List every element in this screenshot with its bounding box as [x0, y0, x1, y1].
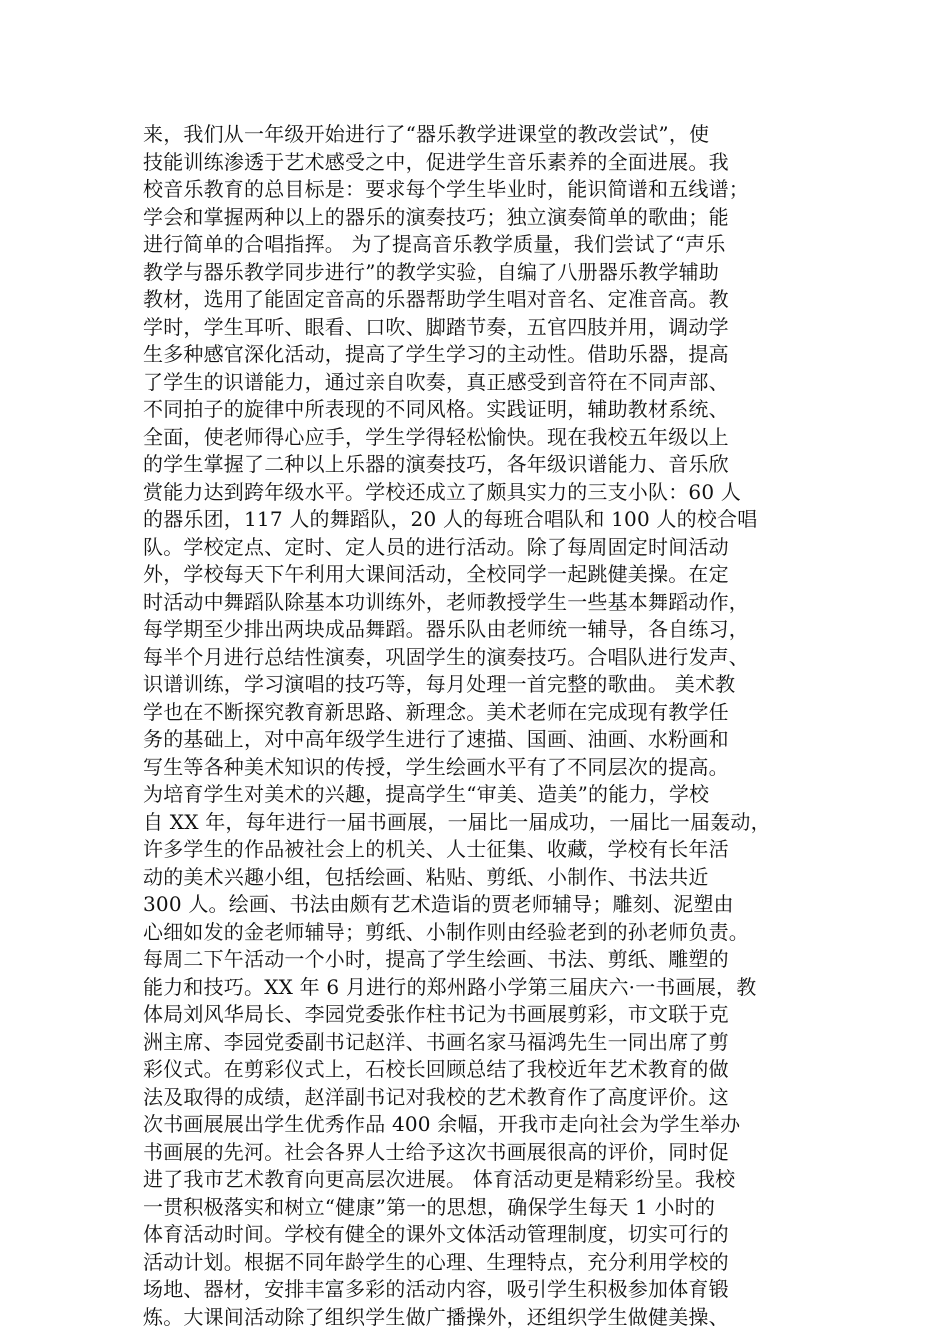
text-line: 不同拍子的旋律中所表现的不同风格。实践证明，辅助教材系统、	[143, 397, 729, 421]
text-line: 校音乐教育的总目标是：要求每个学生毕业时，能识简谱和五线谱；	[143, 177, 749, 201]
text-line: 每学期至少排出两块成品舞蹈。器乐队由老师统一辅导，各自练习，	[143, 617, 749, 641]
text-line: 为培育学生对美术的兴趣，提高学生“审美、造美”的能力，学校	[143, 782, 710, 806]
text-line: 时活动中舞蹈队除基本功训练外，老师教授学生一些基本舞蹈动作，	[143, 589, 749, 614]
text-line: 来，我们从一年级开始进行了“器乐教学进课堂的教改尝试”，使	[143, 122, 710, 146]
text-line: 法及取得的成绩，赵洋副书记对我校的艺术教育作了高度评价。这	[143, 1084, 729, 1109]
text-line: 学时，学生耳听、眼看、口吹、脚踏节奏，五官四肢并用，调动学	[143, 314, 729, 339]
text-line: 体育活动时间。学校有健全的课外文体活动管理制度，切实可行的	[143, 1222, 729, 1246]
text-line: 教学与器乐教学同步进行”的教学实验，自编了八册器乐教学辅助	[143, 259, 720, 284]
text-line: 洲主席、李园党委副书记赵洋、书画名家马福鸿先生一同出席了剪	[143, 1029, 729, 1054]
text-line: 的器乐团，117 人的舞蹈队，20 人的每班合唱队和 100 人的校合唱	[143, 507, 758, 531]
text-line: 体局刘风华局长、李园党委张作柱书记为书画展剪彩，市文联于克	[143, 1002, 729, 1026]
text-line: 教材，选用了能固定音高的乐器帮助学生唱对音名、定准音高。教	[143, 287, 729, 311]
text-line: 进行简单的合唱指挥。 为了提高音乐教学质量，我们尝试了“声乐	[143, 232, 726, 256]
text-line: 动的美术兴趣小组，包括绘画、粘贴、剪纸、小制作、书法共近	[143, 864, 709, 889]
text-line: 全面，使老师得心应手，学生学得轻松愉快。现在我校五年级以上	[143, 424, 729, 449]
text-line: 场地、器材，安排丰富多彩的活动内容，吸引学生积极参加体育锻	[143, 1277, 729, 1301]
text-line: 队。学校定点、定时、定人员的进行活动。除了每周固定时间活动	[143, 534, 729, 559]
body-paragraph	[143, 121, 813, 1331]
text-line: 炼。大课间活动除了组织学生做广播操外，还组织学生做健美操、	[143, 1304, 729, 1329]
text-line: 务的基础上，对中高年级学生进行了速描、国画、油画、水粉画和	[143, 727, 729, 751]
text-line: 技能训练渗透于艺术感受之中，促进学生音乐素养的全面进展。我	[143, 149, 729, 174]
text-line: 心细如发的金老师辅导；剪纸、小制作则由经验老到的孙老师负责。	[143, 919, 749, 944]
text-line: 写生等各种美术知识的传授，学生绘画水平有了不同层次的提高。	[143, 754, 729, 779]
text-line: 能力和技巧。XX 年 6 月进行的郑州路小学第三届庆六·一书画展，教	[143, 974, 757, 999]
text-line: 外，学校每天下午利用大课间活动，全校同学一起跳健美操。在定	[143, 562, 729, 586]
text-line: 书画展的先河。社会各界人士给予这次书画展很高的评价，同时促	[143, 1139, 729, 1164]
text-line: 了学生的识谱能力，通过亲自吹奏，真正感受到音符在不同声部、	[143, 369, 729, 394]
text-line: 活动计划。根据不同年龄学生的心理、生理特点，充分利用学校的	[143, 1249, 729, 1274]
text-line: 识谱训练，学习演唱的技巧等，每月处理一首完整的歌曲。 美术教	[143, 672, 736, 696]
text-line: 的学生掌握了二种以上乐器的演奏技巧，各年级识谱能力、音乐欣	[143, 452, 729, 476]
text-line: 学会和掌握两种以上的器乐的演奏技巧；独立演奏简单的歌曲；能	[143, 204, 729, 229]
text-line: 学也在不断探究教育新思路、新理念。美术老师在完成现有教学任	[143, 699, 729, 724]
text-line: 生多种感官深化活动，提高了学生学习的主动性。借助乐器，提高	[143, 342, 729, 366]
text-line: 每半个月进行总结性演奏，巩固学生的演奏技巧。合唱队进行发声、	[143, 644, 749, 669]
text-line: 进了我市艺术教育向更高层次进展。 体育活动更是精彩纷呈。我校	[143, 1167, 736, 1191]
text-line: 次书画展展出学生优秀作品 400 余幅，开我市走向社会为学生举办	[143, 1112, 741, 1136]
text-line: 每周二下午活动一个小时，提高了学生绘画、书法、剪纸、雕塑的	[143, 947, 729, 971]
text-line: 一贯积极落实和树立“健康”第一的思想，确保学生每天 1 小时的	[143, 1194, 716, 1219]
text-line: 自 XX 年，每年进行一届书画展，一届比一届成功，一届比一届轰动，	[143, 809, 771, 834]
text-line: 许多学生的作品被社会上的机关、人士征集、收藏，学校有长年活	[143, 837, 729, 861]
text-line: 彩仪式。在剪彩仪式上，石校长回顾总结了我校近年艺术教育的做	[143, 1057, 729, 1081]
text-line: 赏能力达到跨年级水平。学校还成立了颇具实力的三支小队：60 人	[143, 479, 742, 504]
text-line: 300 人。绘画、书法由颇有艺术造诣的贾老师辅导；雕刻、泥塑由	[143, 892, 734, 916]
